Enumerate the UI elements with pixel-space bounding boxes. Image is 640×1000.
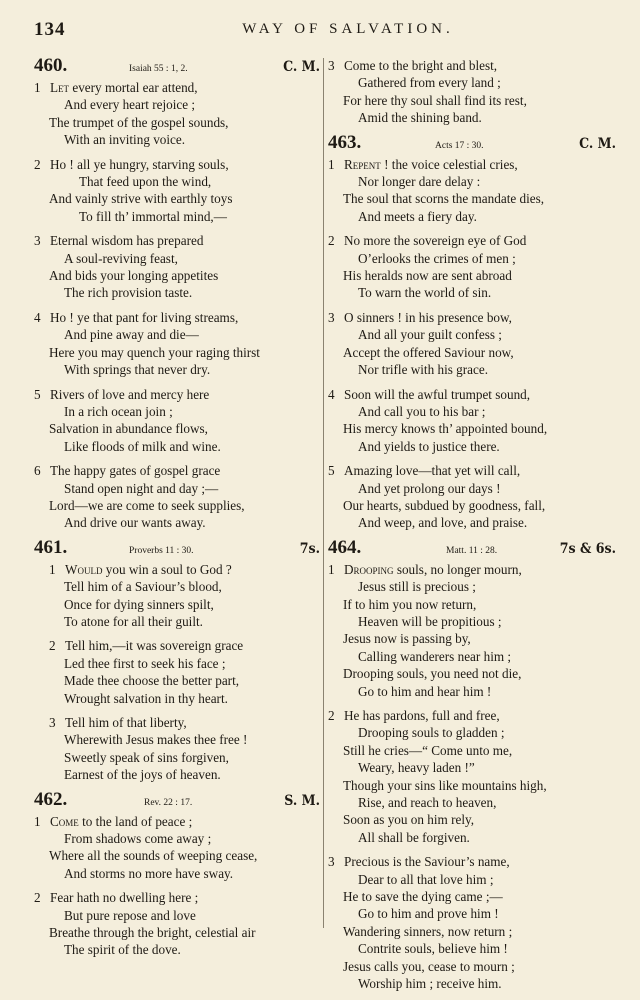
- scripture-reference: Matt. 11 : 28.: [446, 545, 498, 556]
- stanza: [328, 156, 616, 226]
- hymn-460-heading: [34, 57, 320, 79]
- verse-line: He to save the dying came ;—: [343, 889, 503, 905]
- stanza: [328, 853, 616, 992]
- hymn-464-heading: [328, 536, 616, 561]
- verse-line: to the land of peace ;: [78, 813, 193, 829]
- stanza: [34, 714, 320, 784]
- stanza-number: 1: [49, 561, 56, 577]
- scripture-reference: Rev. 22 : 17.: [144, 797, 193, 808]
- stanza: [34, 889, 320, 959]
- verse-line: Drooping souls, you need not die,: [343, 666, 522, 682]
- verse-line: His mercy knows th’ appointed bound,: [343, 421, 548, 437]
- stanza-number: 1: [34, 813, 41, 829]
- verse-line: Go to him and hear him !: [358, 683, 492, 699]
- verse-line: O sinners ! in his presence bow,: [344, 309, 512, 325]
- stanza: [328, 561, 616, 700]
- verse-line: And bids your longing appetites: [49, 268, 219, 284]
- verse-line: Worship him ; receive him.: [358, 976, 502, 992]
- stanza-number: 3: [49, 715, 56, 730]
- verse-line: Eternal wisdom has prepared: [50, 233, 204, 249]
- hymn-number: 461.: [34, 536, 68, 558]
- stanza-number: 4: [34, 309, 41, 325]
- verse-line: Wrought salvation in thy heart.: [64, 690, 228, 706]
- verse-line: If to him you now return,: [343, 596, 477, 612]
- verse-line: Accept the offered Saviour now,: [343, 344, 514, 360]
- stanza: [328, 232, 616, 302]
- verse-line: No more the sovereign eye of God: [344, 233, 527, 249]
- verse-line: From shadows come away ;: [64, 831, 212, 847]
- scripture-reference: Acts 17 : 30.: [435, 140, 484, 151]
- stanza: [34, 386, 320, 456]
- verse-line: every mortal ear attend,: [69, 80, 198, 95]
- verse-line: In a rich ocean join ;: [64, 403, 173, 419]
- verse-line: Stand open night and day ;—: [64, 480, 219, 496]
- verse-line: That feed upon the wind,: [79, 174, 212, 190]
- verse-line: Fear hath no dwelling here ;: [50, 890, 199, 906]
- stanza: [328, 386, 616, 456]
- verse-line: And yields to justice there.: [358, 438, 500, 454]
- page-header: [34, 19, 622, 41]
- stanza: [328, 57, 616, 127]
- verse-line: Contrite souls, believe him !: [358, 941, 508, 957]
- verse-line: Soon as you on him rely,: [343, 812, 475, 828]
- verse-line: Wherewith Jesus makes thee free !: [64, 732, 248, 748]
- verse-line: Rise, and reach to heaven,: [358, 795, 497, 811]
- verse-line: Earnest of the joys of heaven.: [64, 767, 221, 783]
- verse-line: With springs that never dry.: [64, 362, 211, 378]
- stanza-number: 4: [328, 386, 335, 402]
- stanza-number: 3: [328, 854, 335, 870]
- column-divider: [323, 58, 324, 928]
- verse-line: Jesus still is precious ;: [358, 579, 476, 595]
- verse-line: Salvation in abundance flows,: [49, 421, 208, 437]
- stanza-number: 2: [34, 156, 41, 172]
- left-column: [34, 57, 320, 966]
- stanza-number: 1: [34, 80, 41, 95]
- first-word: Repent: [344, 156, 381, 172]
- verse-line: Nor trifle with his grace.: [358, 362, 489, 378]
- verse-line: Tell him,—it was sovereign grace: [65, 638, 244, 654]
- verse-line: Led thee first to seek his face ;: [64, 655, 226, 671]
- verse-line: His heralds now are sent abroad: [343, 268, 512, 284]
- right-column: [328, 57, 616, 1000]
- stanza-number: 5: [328, 463, 335, 479]
- hymn-462-heading: [34, 788, 320, 813]
- stanza: [328, 309, 616, 379]
- hymn-number: 460.: [34, 55, 68, 76]
- stanza-number: 1: [328, 156, 335, 172]
- verse-line: To fill th’ immortal mind,—: [79, 208, 227, 224]
- verse-line: All shall be forgiven.: [358, 829, 470, 845]
- hymn-meter: S. M.: [284, 792, 320, 809]
- hymn-number: 464.: [328, 536, 362, 558]
- stanza-number: 5: [34, 386, 41, 402]
- stanza-number: 6: [34, 463, 41, 479]
- verse-line: Where all the sounds of weeping cease,: [49, 848, 258, 864]
- verse-line: Drooping souls to gladden ;: [358, 725, 505, 741]
- page-number: 134: [34, 19, 66, 40]
- verse-line: And yet prolong our days !: [358, 480, 501, 496]
- verse-line: Breathe through the bright, celestial air: [49, 925, 256, 941]
- verse-line: But pure repose and love: [64, 907, 196, 923]
- verse-line: The trumpet of the gospel sounds,: [49, 114, 229, 130]
- scripture-reference: Isaiah 55 : 1, 2.: [129, 64, 188, 74]
- stanza-number: 2: [328, 233, 335, 249]
- first-word: Let: [50, 80, 70, 95]
- first-word: Come: [50, 813, 79, 829]
- verse-line: The happy gates of gospel grace: [50, 463, 221, 479]
- verse-line: Still he cries—“ Come unto me,: [343, 742, 513, 758]
- verse-line: With an inviting voice.: [64, 132, 186, 148]
- verse-line: Dear to all that love him ;: [358, 871, 494, 887]
- verse-line: Soon will the awful trumpet sound,: [344, 386, 531, 402]
- verse-line: Lord—we are come to seek supplies,: [49, 497, 245, 513]
- first-word: Drooping: [344, 561, 394, 577]
- verse-line: The spirit of the dove.: [64, 942, 181, 958]
- verse-line: ! the voice celestial cries,: [380, 156, 518, 172]
- verse-line: And vainly strive with earthly toys: [49, 191, 233, 207]
- stanza: [34, 309, 320, 379]
- verse-line: And every heart rejoice ;: [64, 97, 196, 113]
- verse-line: Ho ! ye that pant for living streams,: [50, 309, 239, 325]
- verse-line: Nor longer dare delay :: [358, 174, 481, 190]
- verse-line: And meets a fiery day.: [358, 208, 477, 224]
- stanza: [34, 561, 320, 631]
- verse-line: Tell him of a Saviour’s blood,: [64, 579, 222, 595]
- stanza: [34, 462, 320, 532]
- stanza-number: 3: [34, 233, 41, 249]
- hymn-463-heading: [328, 131, 616, 156]
- verse-line: Amid the shining band.: [358, 110, 482, 126]
- stanza-number: 2: [34, 890, 41, 906]
- stanza-number: 2: [328, 708, 335, 723]
- stanza: [34, 637, 320, 707]
- hymn-meter: 7s.: [299, 540, 320, 557]
- stanza-number: 3: [328, 58, 335, 73]
- verse-line: Weary, heavy laden !”: [358, 760, 475, 776]
- verse-line: For here thy soul shall find its rest,: [343, 92, 527, 108]
- verse-line: you win a soul to God ?: [102, 561, 232, 577]
- verse-line: Tell him of that liberty,: [65, 715, 187, 730]
- stanza-number: 3: [328, 309, 335, 325]
- first-word: Would: [65, 561, 103, 577]
- verse-line: Here you may quench your raging thirst: [49, 344, 260, 360]
- verse-line: And all your guilt confess ;: [358, 327, 502, 343]
- hymn-number: 463.: [328, 131, 362, 153]
- verse-line: Once for dying sinners spilt,: [64, 596, 214, 612]
- verse-line: Amazing love—that yet will call,: [344, 463, 521, 479]
- verse-line: Jesus calls you, cease to mourn ;: [343, 958, 515, 974]
- verse-line: Jesus now is passing by,: [343, 631, 471, 647]
- verse-line: And weep, and love, and praise.: [358, 515, 528, 531]
- verse-line: Go to him and prove him !: [358, 906, 499, 922]
- hymn-number: 462.: [34, 788, 68, 810]
- stanza-number: 1: [328, 561, 335, 577]
- verse-line: Though your sins like mountains high,: [343, 777, 547, 793]
- verse-line: Ho ! all ye hungry, starving souls,: [50, 156, 229, 172]
- stanza: [34, 156, 320, 226]
- verse-line: And call you to his bar ;: [358, 403, 486, 419]
- verse-line: Made thee choose the better part,: [64, 673, 240, 689]
- stanza: [328, 707, 616, 846]
- verse-line: Like floods of milk and wine.: [64, 438, 221, 454]
- stanza: [34, 813, 320, 883]
- verse-line: Heaven will be propitious ;: [358, 613, 502, 629]
- stanza: [328, 462, 616, 532]
- verse-line: Our hearts, subdued by goodness, fall,: [343, 497, 546, 513]
- verse-line: Precious is the Saviour’s name,: [344, 854, 510, 870]
- verse-line: Sweetly speak of sins forgiven,: [64, 749, 229, 765]
- stanza: [34, 79, 320, 149]
- verse-line: Calling wanderers near him ;: [358, 648, 512, 664]
- verse-line: The soul that scorns the mandate dies,: [343, 191, 545, 207]
- verse-line: To atone for all their guilt.: [64, 613, 203, 629]
- verse-line: O’erlooks the crimes of men ;: [358, 250, 516, 266]
- verse-line: Rivers of love and mercy here: [50, 386, 210, 402]
- running-title: WAY OF SALVATION.: [242, 21, 454, 37]
- hymn-461-heading: [34, 536, 320, 561]
- verse-line: And storms no more have sway.: [64, 865, 234, 881]
- scripture-reference: Proverbs 11 : 30.: [129, 545, 194, 556]
- verse-line: The rich provision taste.: [64, 285, 193, 301]
- verse-line: Gathered from every land ;: [358, 75, 501, 91]
- verse-line: souls, no longer mourn,: [393, 561, 522, 577]
- verse-line: He has pardons, full and free,: [344, 708, 500, 723]
- hymn-meter: C. M.: [283, 59, 320, 75]
- verse-line: Wandering sinners, now return ;: [343, 923, 513, 939]
- verse-line: To warn the world of sin.: [358, 285, 492, 301]
- hymn-meter: 7s & 6s.: [559, 540, 616, 557]
- stanza: [34, 232, 320, 302]
- verse-line: And pine away and die—: [64, 327, 199, 343]
- verse-line: A soul-reviving feast,: [64, 250, 178, 266]
- verse-line: And drive our wants away.: [64, 515, 206, 531]
- stanza-number: 2: [49, 638, 56, 654]
- verse-line: Come to the bright and blest,: [344, 58, 498, 73]
- hymn-meter: C. M.: [579, 135, 616, 152]
